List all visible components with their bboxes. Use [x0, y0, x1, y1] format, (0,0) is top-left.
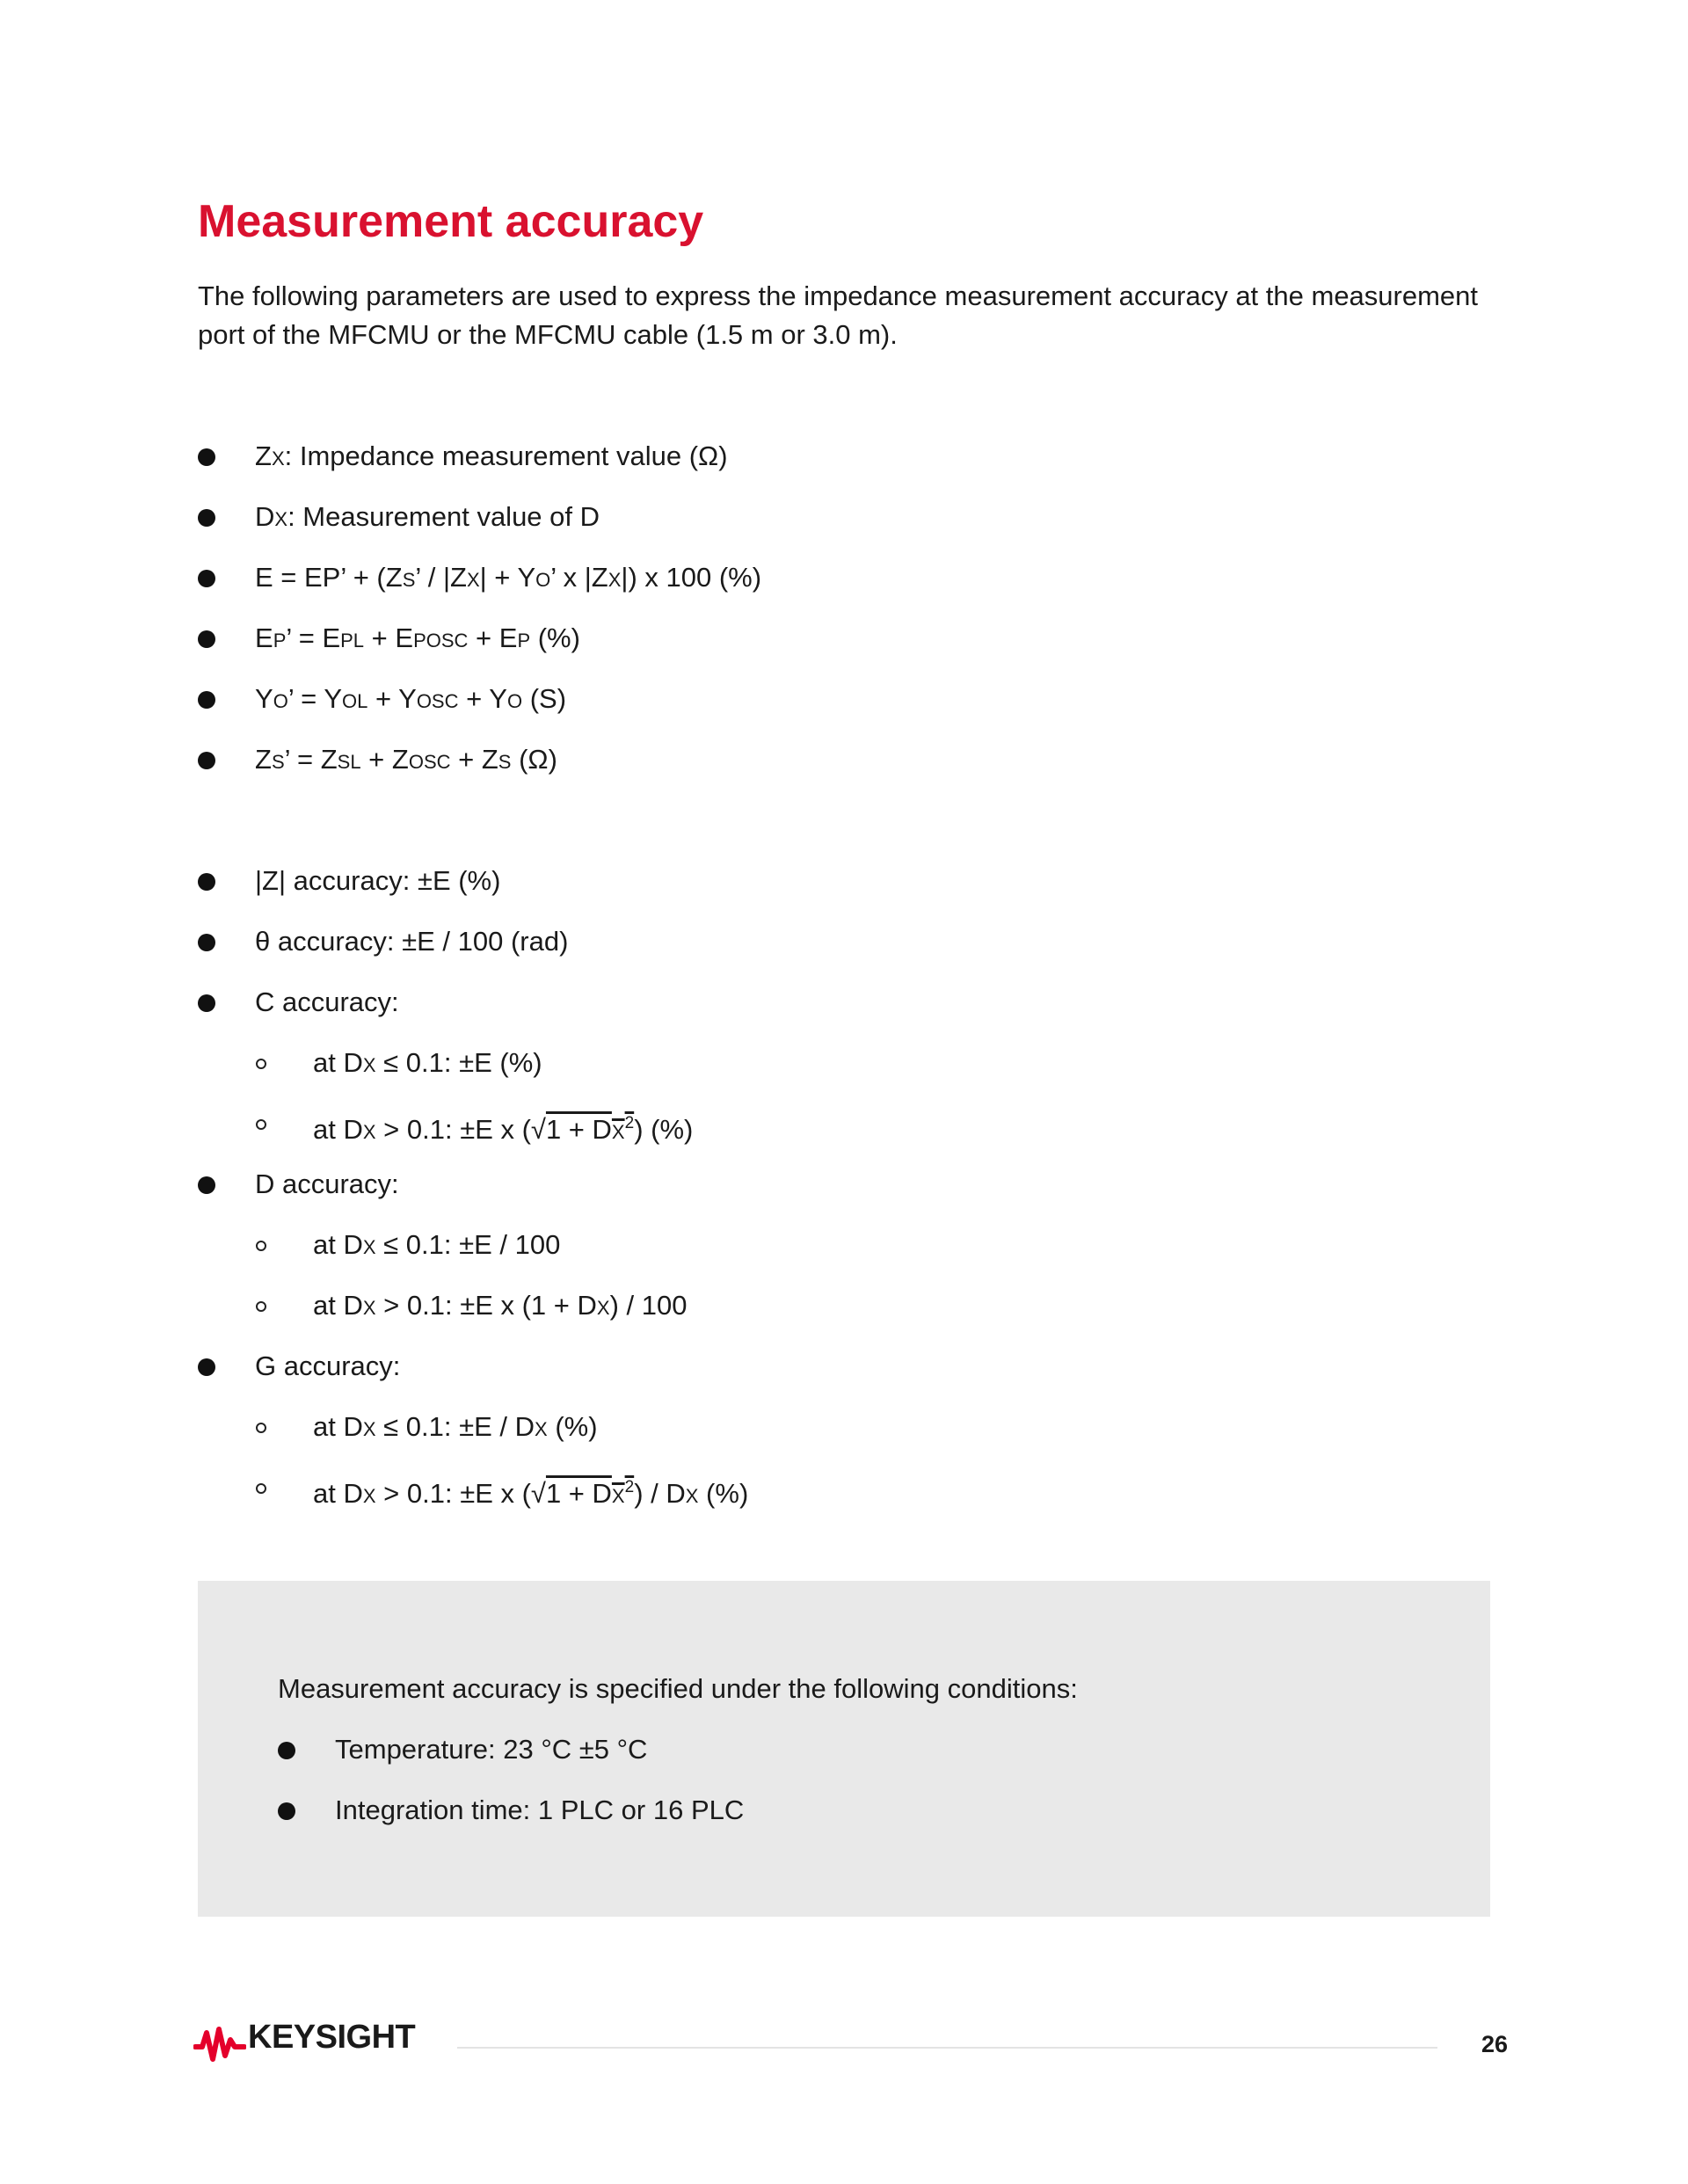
bullet-icon — [198, 1358, 215, 1376]
list-item — [198, 1165, 901, 1204]
g-accuracy: G accuracy: — [255, 1350, 401, 1381]
keysight-wave-icon — [193, 2024, 246, 2064]
formula-e: E = EP’ + (ZS’ / |ZX| + YO’ x |ZX|) x 100 (%) — [255, 562, 762, 593]
note-heading: Measurement accuracy is specified under the following conditions: — [278, 1673, 1078, 1704]
list-item — [198, 922, 901, 961]
bullet-icon — [198, 752, 215, 769]
bullet-icon — [198, 630, 215, 648]
z-accuracy: |Z| accuracy: ±E (%) — [255, 865, 501, 896]
page-title: Measurement accuracy — [198, 196, 704, 247]
list-item — [198, 680, 901, 718]
note-item — [278, 1730, 1069, 1769]
list-item — [198, 437, 901, 476]
sub-list-item — [256, 1226, 959, 1264]
theta-accuracy: θ accuracy: ±E / 100 (rad) — [255, 926, 569, 957]
bullet-icon — [198, 1176, 215, 1194]
list-item — [198, 619, 901, 658]
list-item-text: ZX: Impedance measurement value (Ω) — [255, 440, 728, 471]
bullet-icon — [198, 570, 215, 587]
list-item — [198, 1347, 901, 1386]
circle-bullet-icon — [256, 1241, 266, 1251]
sub-list-item — [256, 1468, 1047, 1507]
formula-yo: YO’ = YOL + YOSC + YO (S) — [255, 683, 567, 714]
intro-paragraph: The following parameters are used to express the impedance measurement accuracy at the measurement port of the MFCMU or the MFCMU cable (1.5 m or 3.0 m). — [198, 280, 1479, 350]
page-number: 26 — [1481, 2031, 1509, 2057]
brand-logo-text: KEYSIGHT — [248, 2019, 416, 2056]
sub-list-item — [256, 1044, 959, 1082]
bullet-icon — [198, 691, 215, 709]
bullet-icon — [198, 994, 215, 1012]
list-item — [198, 862, 901, 900]
c-accuracy-low: at DX ≤ 0.1: ±E (%) — [313, 1047, 542, 1078]
bullet-icon — [278, 1742, 295, 1759]
bullet-icon — [198, 934, 215, 951]
footer-divider — [457, 2047, 1437, 2049]
circle-bullet-icon — [256, 1301, 266, 1312]
d-accuracy: D accuracy: — [255, 1168, 399, 1199]
sub-list-item — [256, 1408, 959, 1446]
note-item-text: Temperature: 23 °C ±5 °C — [335, 1734, 648, 1765]
list-item — [198, 740, 901, 779]
circle-bullet-icon — [256, 1483, 266, 1494]
d-accuracy-high: at DX > 0.1: ±E x (1 + DX) / 100 — [313, 1290, 688, 1321]
note-item-text: Integration time: 1 PLC or 16 PLC — [335, 1795, 745, 1825]
g-accuracy-high: at DX > 0.1: ±E x $(√1 + DX^2)$ / DX (%) — [313, 1478, 749, 1509]
sub-list-item — [256, 1286, 959, 1325]
bullet-icon — [198, 509, 215, 527]
circle-bullet-icon — [256, 1059, 266, 1069]
list-item — [198, 498, 901, 536]
g-accuracy-low: at DX ≤ 0.1: ±E / DX (%) — [313, 1411, 598, 1442]
bullet-icon — [198, 448, 215, 466]
c-accuracy-high: at DX > 0.1: ±E x $(√1 + DX^2)$ (%) — [313, 1114, 694, 1145]
bullet-icon — [278, 1802, 295, 1820]
formula-zs: ZS’ = ZSL + ZOSC + ZS (Ω) — [255, 744, 557, 775]
sub-list-item — [256, 1104, 959, 1143]
list-item — [198, 558, 989, 597]
bullet-icon — [198, 873, 215, 891]
formula-ep: EP’ = EPL + EPOSC + EP (%) — [255, 622, 580, 653]
circle-bullet-icon — [256, 1423, 266, 1433]
note-item — [278, 1791, 1069, 1830]
d-accuracy-low: at DX ≤ 0.1: ±E / 100 — [313, 1229, 561, 1260]
circle-bullet-icon — [256, 1119, 266, 1130]
list-item — [198, 983, 901, 1022]
list-item-text: DX: Measurement value of D — [255, 501, 600, 532]
c-accuracy: C accuracy: — [255, 986, 399, 1017]
